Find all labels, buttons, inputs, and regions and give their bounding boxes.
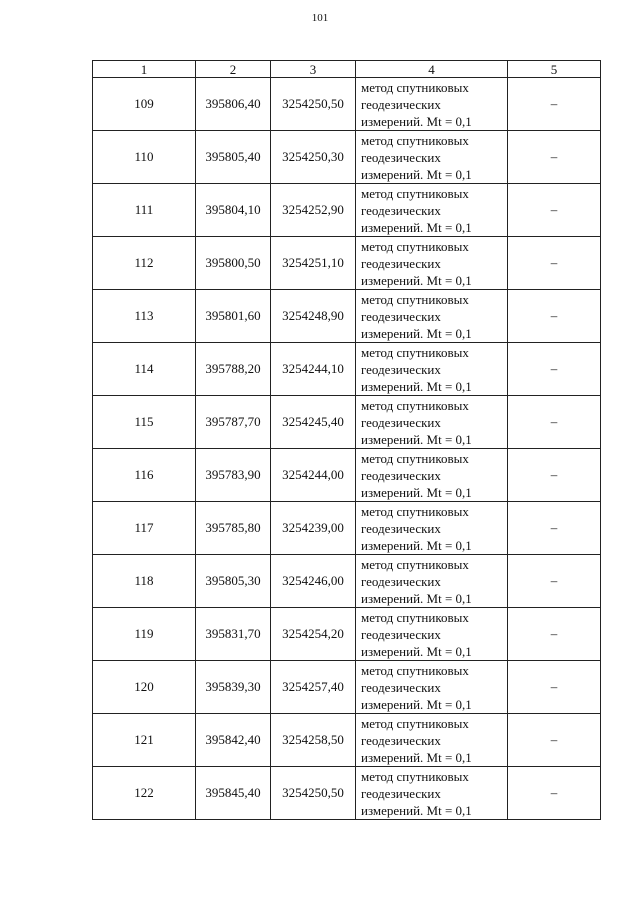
coordinate-y-cell: 3254252,90 xyxy=(271,184,356,237)
method-text-line: геодезических xyxy=(361,414,441,430)
method-text-line: измерений. Mt = 0,1 xyxy=(361,378,472,394)
method-cell xyxy=(356,502,508,555)
coordinate-x-cell: 395845,40 xyxy=(196,767,271,820)
method-cell xyxy=(356,343,508,396)
method-cell xyxy=(356,608,508,661)
method-text-line: геодезических xyxy=(361,679,441,695)
coordinate-y-cell: 3254250,30 xyxy=(271,131,356,184)
table-row xyxy=(93,502,601,555)
point-number-cell: 114 xyxy=(93,343,196,396)
point-number-cell: 111 xyxy=(93,184,196,237)
column-header-2: 2 xyxy=(196,61,271,78)
table-header xyxy=(93,61,601,78)
coordinate-x-cell: 395805,40 xyxy=(196,131,271,184)
method-text-line: метод спутниковых xyxy=(361,450,469,466)
coordinate-y-cell: 3254254,20 xyxy=(271,608,356,661)
note-cell: – xyxy=(508,555,601,608)
method-text-line: измерений. Mt = 0,1 xyxy=(361,113,472,129)
method-cell xyxy=(356,449,508,502)
coordinate-y-cell: 3254248,90 xyxy=(271,290,356,343)
method-text-line: геодезических xyxy=(361,255,441,271)
point-number-cell: 113 xyxy=(93,290,196,343)
method-text-line: метод спутниковых xyxy=(361,291,469,307)
method-text-line: геодезических xyxy=(361,96,441,112)
point-number-cell: 118 xyxy=(93,555,196,608)
method-cell xyxy=(356,661,508,714)
method-cell xyxy=(356,290,508,343)
table-body xyxy=(93,78,601,820)
coordinate-y-cell: 3254246,00 xyxy=(271,555,356,608)
table-row xyxy=(93,290,601,343)
coordinate-x-cell: 395839,30 xyxy=(196,661,271,714)
coordinate-x-cell: 395806,40 xyxy=(196,78,271,131)
point-number-cell: 115 xyxy=(93,396,196,449)
method-text-line: метод спутниковых xyxy=(361,344,469,360)
coordinate-x-cell: 395805,30 xyxy=(196,555,271,608)
method-text-line: метод спутниковых xyxy=(361,609,469,625)
coordinate-y-cell: 3254250,50 xyxy=(271,767,356,820)
method-cell xyxy=(356,396,508,449)
coordinates-table xyxy=(92,60,601,820)
method-text-line: измерений. Mt = 0,1 xyxy=(361,696,472,712)
method-cell xyxy=(356,131,508,184)
note-cell: – xyxy=(508,237,601,290)
note-cell: – xyxy=(508,502,601,555)
point-number-cell: 122 xyxy=(93,767,196,820)
coordinate-y-cell: 3254239,00 xyxy=(271,502,356,555)
table-row xyxy=(93,555,601,608)
method-text-line: измерений. Mt = 0,1 xyxy=(361,590,472,606)
method-cell xyxy=(356,767,508,820)
point-number-cell: 119 xyxy=(93,608,196,661)
table-row xyxy=(93,78,601,131)
method-cell xyxy=(356,184,508,237)
column-header-3: 3 xyxy=(271,61,356,78)
point-number-cell: 117 xyxy=(93,502,196,555)
point-number-cell: 109 xyxy=(93,78,196,131)
table-row xyxy=(93,131,601,184)
method-text-line: метод спутниковых xyxy=(361,79,469,95)
method-cell xyxy=(356,555,508,608)
coordinate-x-cell: 395842,40 xyxy=(196,714,271,767)
table-row xyxy=(93,343,601,396)
coordinate-y-cell: 3254245,40 xyxy=(271,396,356,449)
note-cell: – xyxy=(508,396,601,449)
header-row xyxy=(93,61,601,78)
method-text-line: метод спутниковых xyxy=(361,768,469,784)
coordinate-x-cell: 395788,20 xyxy=(196,343,271,396)
note-cell: – xyxy=(508,184,601,237)
method-text-line: измерений. Mt = 0,1 xyxy=(361,749,472,765)
method-text-line: измерений. Mt = 0,1 xyxy=(361,325,472,341)
method-text-line: измерений. Mt = 0,1 xyxy=(361,802,472,818)
table-row xyxy=(93,237,601,290)
coordinate-x-cell: 395787,70 xyxy=(196,396,271,449)
note-cell: – xyxy=(508,449,601,502)
column-header-1: 1 xyxy=(93,61,196,78)
page-number: 101 xyxy=(311,12,329,24)
method-text-line: измерений. Mt = 0,1 xyxy=(361,484,472,500)
point-number-cell: 121 xyxy=(93,714,196,767)
coordinate-x-cell: 395804,10 xyxy=(196,184,271,237)
method-text-line: метод спутниковых xyxy=(361,662,469,678)
coordinate-y-cell: 3254244,00 xyxy=(271,449,356,502)
table-row xyxy=(93,608,601,661)
coordinate-x-cell: 395831,70 xyxy=(196,608,271,661)
method-text-line: метод спутниковых xyxy=(361,397,469,413)
method-text-line: измерений. Mt = 0,1 xyxy=(361,431,472,447)
coordinate-x-cell: 395783,90 xyxy=(196,449,271,502)
method-text-line: метод спутниковых xyxy=(361,503,469,519)
method-text-line: измерений. Mt = 0,1 xyxy=(361,272,472,288)
method-text-line: метод спутниковых xyxy=(361,238,469,254)
method-text-line: геодезических xyxy=(361,202,441,218)
table-row xyxy=(93,767,601,820)
table-row xyxy=(93,714,601,767)
coordinate-y-cell: 3254244,10 xyxy=(271,343,356,396)
coordinate-x-cell: 395800,50 xyxy=(196,237,271,290)
table-row xyxy=(93,661,601,714)
method-text-line: геодезических xyxy=(361,626,441,642)
method-text-line: метод спутниковых xyxy=(361,132,469,148)
coordinate-x-cell: 395801,60 xyxy=(196,290,271,343)
column-header-4: 4 xyxy=(356,61,508,78)
method-text-line: измерений. Mt = 0,1 xyxy=(361,166,472,182)
method-text-line: измерений. Mt = 0,1 xyxy=(361,219,472,235)
note-cell: – xyxy=(508,290,601,343)
point-number-cell: 110 xyxy=(93,131,196,184)
method-text-line: геодезических xyxy=(361,573,441,589)
point-number-cell: 120 xyxy=(93,661,196,714)
method-text-line: геодезических xyxy=(361,732,441,748)
method-text-line: геодезических xyxy=(361,520,441,536)
coordinate-y-cell: 3254251,10 xyxy=(271,237,356,290)
coordinate-y-cell: 3254250,50 xyxy=(271,78,356,131)
table-row xyxy=(93,184,601,237)
coordinate-x-cell: 395785,80 xyxy=(196,502,271,555)
method-text-line: геодезических xyxy=(361,361,441,377)
method-text-line: метод спутниковых xyxy=(361,556,469,572)
coordinate-y-cell: 3254258,50 xyxy=(271,714,356,767)
method-text-line: метод спутниковых xyxy=(361,715,469,731)
note-cell: – xyxy=(508,131,601,184)
note-cell: – xyxy=(508,714,601,767)
table-row xyxy=(93,396,601,449)
method-cell xyxy=(356,237,508,290)
note-cell: – xyxy=(508,661,601,714)
method-text-line: измерений. Mt = 0,1 xyxy=(361,643,472,659)
method-cell xyxy=(356,714,508,767)
note-cell: – xyxy=(508,767,601,820)
method-cell xyxy=(356,78,508,131)
method-text-line: геодезических xyxy=(361,467,441,483)
table-row xyxy=(93,449,601,502)
note-cell: – xyxy=(508,608,601,661)
method-text-line: метод спутниковых xyxy=(361,185,469,201)
method-text-line: геодезических xyxy=(361,149,441,165)
method-text-line: измерений. Mt = 0,1 xyxy=(361,537,472,553)
column-header-5: 5 xyxy=(508,61,601,78)
method-text-line: геодезических xyxy=(361,308,441,324)
point-number-cell: 116 xyxy=(93,449,196,502)
coordinate-y-cell: 3254257,40 xyxy=(271,661,356,714)
point-number-cell: 112 xyxy=(93,237,196,290)
note-cell: – xyxy=(508,343,601,396)
method-text-line: геодезических xyxy=(361,785,441,801)
note-cell: – xyxy=(508,78,601,131)
